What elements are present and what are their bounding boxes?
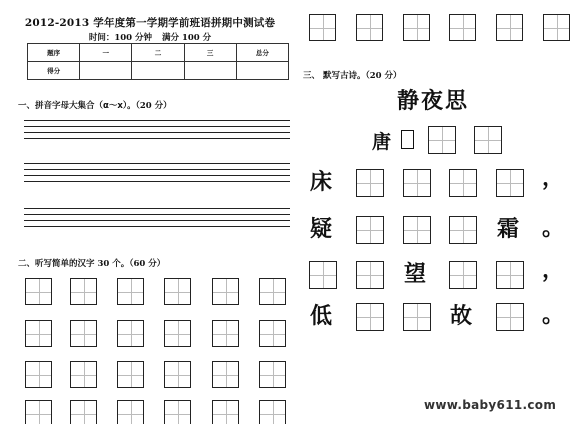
writing-grid[interactable] <box>449 261 477 289</box>
writing-grid[interactable] <box>70 361 97 388</box>
writing-grid[interactable] <box>449 216 477 244</box>
score-header-cell: 二 <box>132 44 184 62</box>
score-header-cell: 一 <box>80 44 132 62</box>
score-table <box>27 43 289 80</box>
poem-punctuation: 。 <box>542 216 565 241</box>
writing-grid[interactable] <box>117 320 144 347</box>
writing-grid[interactable] <box>403 14 430 41</box>
pinyin-writing-lines[interactable] <box>24 208 290 228</box>
exam-time: 时间：100 分钟 <box>88 33 153 43</box>
poem-char: 霜 <box>497 217 520 242</box>
writing-grid[interactable] <box>164 278 191 305</box>
writing-grid[interactable] <box>117 400 144 424</box>
writing-grid[interactable] <box>259 278 286 305</box>
score-row-label: 得分 <box>28 62 80 80</box>
writing-grid[interactable] <box>356 14 383 41</box>
writing-grid[interactable] <box>496 303 524 331</box>
writing-grid[interactable] <box>403 169 431 197</box>
writing-grid[interactable] <box>164 400 191 424</box>
writing-grid[interactable] <box>25 361 52 388</box>
score-cell[interactable] <box>132 62 184 80</box>
writing-grid[interactable] <box>356 216 384 244</box>
writing-grid[interactable] <box>212 400 239 424</box>
writing-grid[interactable] <box>117 278 144 305</box>
poem-char: 低 <box>310 304 333 329</box>
pinyin-writing-lines[interactable] <box>24 163 290 183</box>
writing-grid[interactable] <box>25 278 52 305</box>
section-3-heading: 三、 默写古诗。（20 分） <box>303 71 402 81</box>
writing-grid[interactable] <box>259 400 286 424</box>
writing-grid[interactable] <box>212 278 239 305</box>
poem-char: 故 <box>450 304 473 329</box>
writing-grid[interactable] <box>164 320 191 347</box>
score-header-cell: 三 <box>184 44 236 62</box>
writing-grid[interactable] <box>356 303 384 331</box>
writing-grid[interactable] <box>164 361 191 388</box>
writing-grid[interactable] <box>403 216 431 244</box>
score-cell[interactable] <box>80 62 132 80</box>
poem-title: 静夜思 <box>397 89 470 114</box>
writing-grid[interactable] <box>212 361 239 388</box>
pinyin-writing-lines[interactable] <box>24 120 290 140</box>
writing-grid[interactable] <box>496 261 524 289</box>
poem-punctuation: ， <box>542 258 565 283</box>
score-header-cell: 题序 <box>28 44 80 62</box>
author-blank-box[interactable] <box>401 130 414 149</box>
score-table-score-row <box>28 62 289 80</box>
writing-grid[interactable] <box>70 400 97 424</box>
poem-char: 床 <box>310 170 333 195</box>
exam-full-score: 满分 100 分 <box>162 33 212 43</box>
watermark-url: www.baby611.com <box>424 398 557 412</box>
writing-grid[interactable] <box>25 320 52 347</box>
writing-grid[interactable] <box>70 320 97 347</box>
writing-grid[interactable] <box>70 278 97 305</box>
writing-grid[interactable] <box>496 169 524 197</box>
writing-grid[interactable] <box>449 14 476 41</box>
writing-grid[interactable] <box>428 126 456 154</box>
score-cell[interactable] <box>236 62 288 80</box>
writing-grid[interactable] <box>356 261 384 289</box>
section-2-heading: 二、听写简单的汉字 30 个。（60 分） <box>18 259 166 269</box>
writing-grid[interactable] <box>259 320 286 347</box>
writing-grid[interactable] <box>212 320 239 347</box>
poem-author: 唐 <box>372 131 392 153</box>
writing-grid[interactable] <box>403 303 431 331</box>
score-cell[interactable] <box>184 62 236 80</box>
writing-grid[interactable] <box>309 14 336 41</box>
poem-punctuation: 。 <box>542 303 565 328</box>
section-1-letters: α～x <box>103 101 123 111</box>
writing-grid[interactable] <box>309 261 337 289</box>
poem-char: 望 <box>404 262 427 287</box>
poem-punctuation: ， <box>542 166 565 191</box>
writing-grid[interactable] <box>496 14 523 41</box>
writing-grid[interactable] <box>259 361 286 388</box>
section-1-heading: 一、拼音字母大集合（α～x）。（20 分） <box>18 101 172 111</box>
writing-grid[interactable] <box>474 126 502 154</box>
poem-char: 疑 <box>310 217 333 242</box>
writing-grid[interactable] <box>543 14 570 41</box>
writing-grid[interactable] <box>117 361 144 388</box>
writing-grid[interactable] <box>356 169 384 197</box>
score-header-cell: 总分 <box>236 44 288 62</box>
writing-grid[interactable] <box>449 169 477 197</box>
writing-grid[interactable] <box>25 400 52 424</box>
score-table-header-row <box>28 44 289 62</box>
exam-title: 2012-2013 学年度第一学期学前班语拼期中测试卷 <box>24 17 276 29</box>
exam-subtitle <box>0 31 300 43</box>
